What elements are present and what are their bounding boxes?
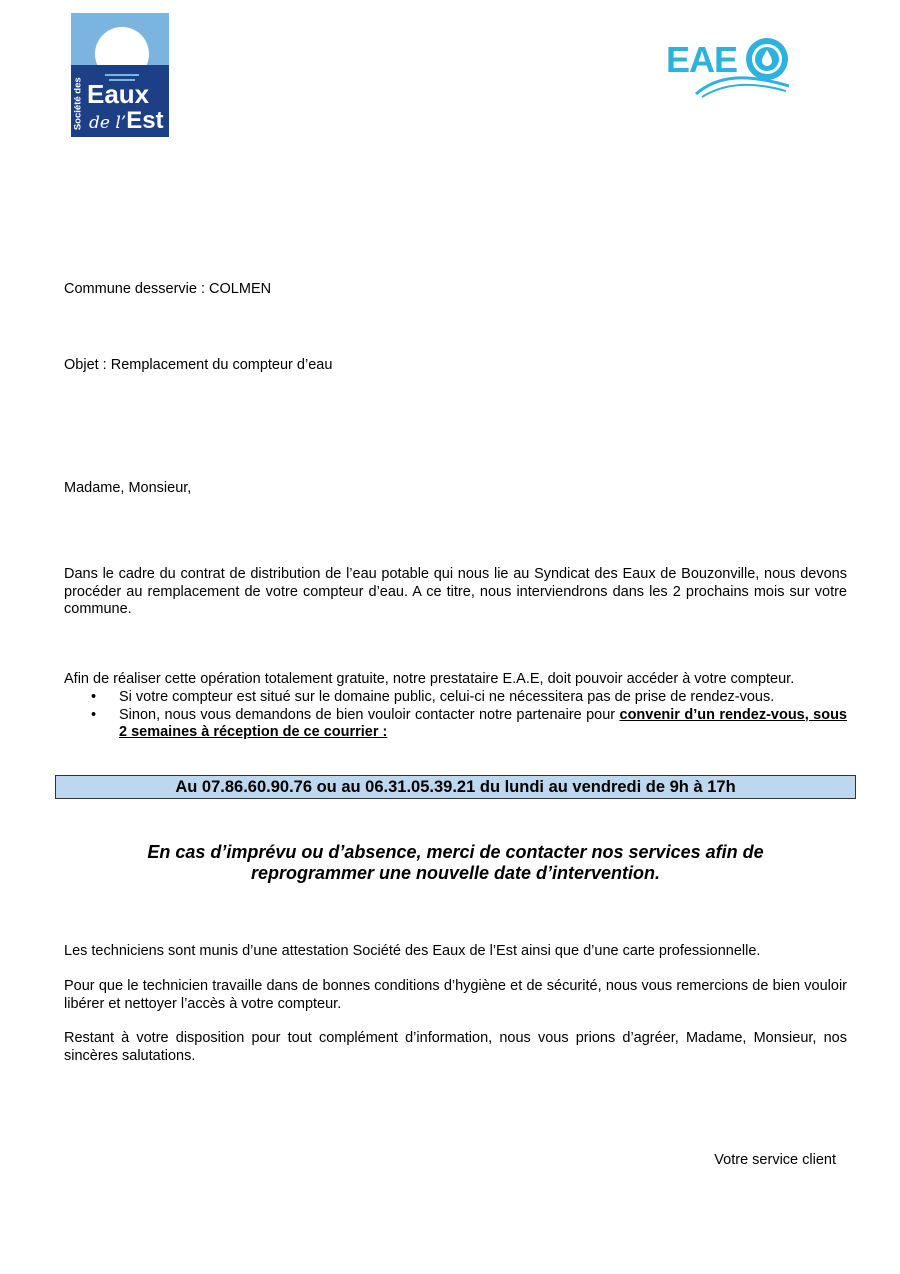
bullet-icon: •: [91, 706, 97, 723]
list-item: • Si votre compteur est situé sur le domaine public, celui-ci ne nécessitera pas de prise de rendez-vous.: [91, 689, 775, 705]
paragraph-hygiene: Pour que le technicien travaille dans de bonnes conditions d’hygiène et de sécurité, nous vous remercions de bien vouloir libérer et nettoyer l’accès à votre compteur.: [64, 978, 847, 1012]
signature: Votre service client: [714, 1152, 836, 1168]
instruction-list: [64, 689, 847, 742]
eae-logo-text: EAE: [666, 39, 738, 80]
logo-de-l-est: de l’Est: [89, 107, 164, 134]
logo-vertical-text: Société des: [72, 77, 84, 131]
paragraph-intro: Dans le cadre du contrat de distribution de l’eau potable qui nous lie au Syndicat des Eaux de Bouzonville, nous devons procéder au remplacement de votre compteur d’eau. A ce titre, nous interviendrons dans les 2 prochains mois sur votre commune.: [64, 566, 847, 617]
bullet-icon: •: [91, 689, 97, 705]
paragraph-closing: Restant à votre disposition pour tout complément d’information, nous vous prions d’agréer, Madame, Monsieur, nos sincères salutations.: [64, 1030, 847, 1064]
list-item: • Sinon, nous vous demandons de bien vouloir contacter notre partenaire pour convenir d’un rendez-vous, sous 2 semaines à réception de ce courrier :: [91, 706, 847, 740]
societe-des-eaux-de-l-est-logo: [71, 13, 169, 137]
contact-phone-box: Au 07.86.60.90.76 ou au 06.31.05.39.21 du lundi au vendredi de 9h à 17h: [55, 775, 856, 799]
appointment-emphasis: convenir d’un rendez-vous, sous 2 semaines à réception de ce courrier :: [119, 706, 847, 740]
commune-line: Commune desservie : COLMEN: [64, 281, 272, 297]
salutation: Madame, Monsieur,: [64, 480, 192, 496]
eae-logo: [664, 34, 794, 98]
paragraph-operation: Afin de réaliser cette opération totalement gratuite, notre prestataire E.A.E, doit pouvoir accéder à votre compteur.: [64, 671, 795, 687]
water-drop-icon: [664, 34, 794, 98]
paragraph-technicians: Les techniciens sont munis d’une attestation Société des Eaux de l’Est ainsi que d’une carte professionnelle.: [64, 943, 761, 959]
logo-eaux: Eaux: [87, 79, 150, 109]
absence-notice: En cas d’imprévu ou d’absence, merci de contacter nos services afin de reprogrammer une nouvelle date d’intervention.: [147, 842, 764, 883]
object-line: Objet : Remplacement du compteur d’eau: [64, 357, 333, 373]
